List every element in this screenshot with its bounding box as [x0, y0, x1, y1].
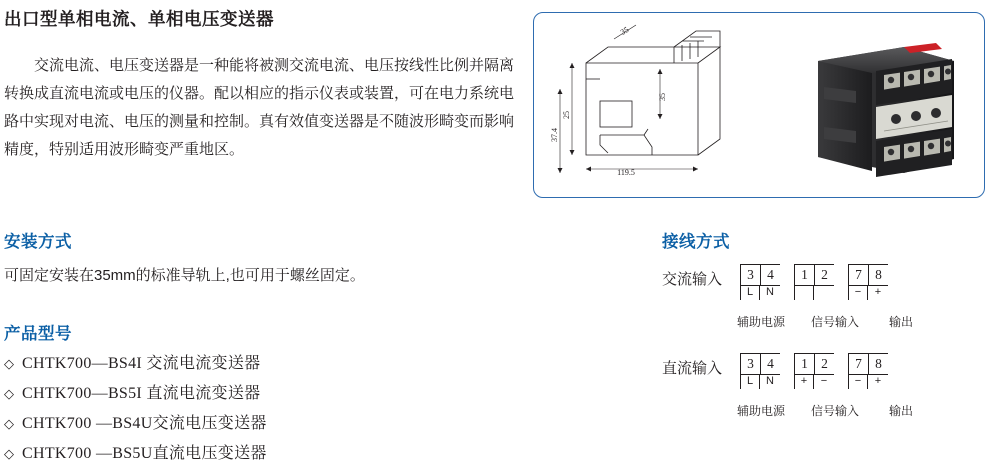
pin-label: −	[820, 375, 828, 387]
terminal-cell: 3	[740, 353, 760, 375]
pin-label: N	[766, 375, 774, 387]
pin-row	[740, 375, 780, 389]
terminal-row-dc	[740, 353, 902, 387]
dimension-left-1: 25	[562, 111, 571, 119]
caption-signal-ac: 信号输入	[811, 315, 860, 329]
pin-row	[848, 286, 888, 300]
terminal-group-signal-dc	[794, 353, 834, 387]
terminal-cell: 2	[814, 264, 834, 286]
wiring-label-ac: 交流输入	[662, 271, 723, 288]
product-photo	[784, 31, 974, 183]
terminal-cell: 2	[814, 353, 834, 375]
model-list	[4, 350, 504, 470]
pin-row	[740, 286, 780, 300]
pin-label: L	[740, 286, 760, 300]
terminal-cell: 4	[760, 264, 780, 286]
product-dimension-drawing	[548, 23, 768, 189]
terminal-cell: 3	[740, 264, 760, 286]
section-heading-wiring: 接线方式	[662, 233, 730, 251]
diamond-bullet-icon: ◇	[4, 386, 14, 401]
pin-label: +	[874, 375, 882, 387]
terminal-cell: 7	[848, 264, 868, 286]
pin-label: −	[848, 286, 868, 300]
model-name: CHTK700—BS4I 交流电流变送器	[22, 355, 261, 372]
pin-label: L	[740, 375, 760, 389]
section-heading-installation: 安装方式	[4, 233, 72, 251]
intro-paragraph: 交流电流、电压变送器是一种能将被测交流电流、电压按线性比例并隔离转换成直流电流或电压的仪器。配以相应的指示仪表或装置，可在电力系统电路中实现对电流、电压的测量和控制。真有效值变送器是不随波形畸变而影响精度，特别适用波形畸变严重地区。	[4, 57, 515, 158]
dimension-bottom: 119.5	[617, 168, 635, 177]
model-name: CHTK700 —BS4U交流电压变送器	[22, 415, 267, 432]
page-title: 出口型单相电流、单相电压变送器	[4, 9, 274, 29]
pin-label	[814, 286, 834, 300]
list-item	[4, 350, 504, 380]
dimension-left-2: 37.4	[550, 128, 559, 142]
model-name: CHTK700 —BS5U直流电压变送器	[22, 445, 267, 462]
diamond-bullet-icon: ◇	[4, 416, 14, 431]
terminal-cell: 8	[868, 264, 888, 286]
terminal-cell: 7	[848, 353, 868, 375]
dimension-top: 35	[618, 24, 631, 37]
pin-label: −	[848, 375, 868, 389]
model-name: CHTK700—BS5I 直流电流变送器	[22, 385, 261, 402]
installation-text: 可固定安装在35mm的标准导轨上,也可用于螺丝固定。	[4, 267, 365, 284]
pin-label: N	[766, 286, 774, 298]
pin-label: +	[794, 375, 814, 389]
terminal-cell: 1	[794, 264, 814, 286]
dimension-inner: 35	[658, 93, 667, 101]
terminal-group-aux-dc	[740, 353, 780, 387]
terminal-row-ac	[740, 264, 902, 298]
pin-row	[794, 286, 834, 300]
diamond-bullet-icon: ◇	[4, 356, 14, 371]
diamond-bullet-icon: ◇	[4, 446, 14, 461]
terminal-cell: 1	[794, 353, 814, 375]
terminal-group-aux-ac	[740, 264, 780, 298]
pin-label: +	[874, 286, 882, 298]
terminal-cell: 8	[868, 353, 888, 375]
pin-row	[794, 375, 834, 389]
product-image-panel	[533, 12, 985, 198]
caption-aux-dc: 辅助电源	[737, 404, 786, 418]
caption-aux-ac: 辅助电源	[737, 315, 786, 329]
list-item	[4, 440, 504, 470]
pin-label	[794, 286, 814, 300]
terminal-cell: 4	[760, 353, 780, 375]
list-item	[4, 380, 504, 410]
caption-output-ac: 输出	[889, 315, 914, 329]
section-heading-model: 产品型号	[4, 325, 72, 343]
caption-signal-dc: 信号输入	[811, 404, 860, 418]
wiring-label-dc: 直流输入	[662, 360, 723, 377]
terminal-group-output-ac	[848, 264, 888, 298]
terminal-group-output-dc	[848, 353, 888, 387]
terminal-group-signal-ac	[794, 264, 834, 286]
caption-output-dc: 输出	[889, 404, 914, 418]
list-item	[4, 410, 504, 440]
pin-row	[848, 375, 888, 389]
